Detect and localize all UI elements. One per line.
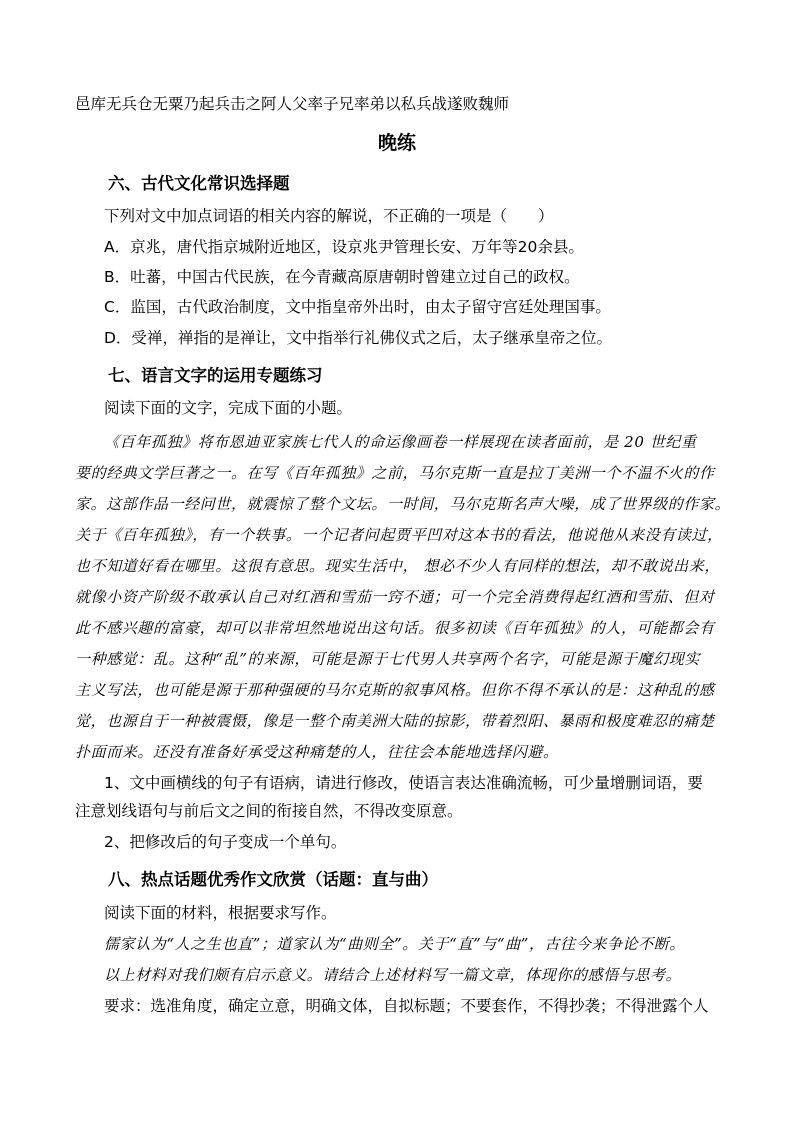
option-b: B．吐蕃，中国古代民族，在今青藏高原唐朝时曾建立过自己的政权。 xyxy=(104,268,580,286)
option-a: A．京兆，唐代指京城附近地区，设京兆尹管理长安、万年等20余县。 xyxy=(104,238,584,256)
option-d: D．受禅，禅指的是禅让，文中指举行礼佛仪式之后，太子继承皇帝之位。 xyxy=(104,329,612,347)
section-8-heading: 八、热点话题优秀作文欣赏（话题：直与曲） xyxy=(108,870,438,889)
passage-line: 要的经典文学巨著之一。在写《百年孤独》之前，马尔克斯一直是拉丁美洲一个不温不火的作 xyxy=(75,464,715,482)
passage-line: 扑面而来。还没有准备好承受这种痛楚的人，往往会本能地选择闪避。 xyxy=(75,743,559,761)
passage-line: 觉，也源自于一种被震慑，像是一整个南美洲大陆的掠影，带着烈阳、暴雨和极度难忍的痛楚 xyxy=(75,712,715,730)
passage-line: 就像小资产阶级不敢承认自己对红酒和雪茄一窍不通；可一个完全消费得起红酒和雪茄、但对 xyxy=(75,588,715,606)
question-stem: 下列对文中加点词语的相关内容的解说，不正确的一项是（ ） xyxy=(104,207,554,225)
passage-line: 《百年孤独》将布恩迪亚家族七代人的命运像画卷一样展现在读者面前，是 20 世纪重 xyxy=(104,433,697,451)
page-title: 晚练 xyxy=(377,132,416,154)
passage-line: 也不知道好看在哪里。这很有意思。现实生活中， 想必不少人有同样的想法，却不敢说出来， xyxy=(75,557,720,575)
passage-line: 此不感兴趣的富豪，却可以非常坦然地说出这句话。很多初读《百年孤独》的人，可能都会有 xyxy=(75,619,715,637)
passage-line: 一种感觉：乱。这种“乱”的来源，可能是源于七代男人共享两个名字，可能是源于魔幻现实 xyxy=(75,650,700,668)
material-line-2: 以上材料对我们颇有启示意义。请结合上述材料写一篇文章，体现你的感悟与思考。 xyxy=(104,966,682,984)
question-1-line-1: 1、文中画横线的句子有语病，请进行修改，使语言表达准确流畅，可少量增删词语，要 xyxy=(104,774,703,792)
option-c: C．监国，古代政治制度，文中指皇帝外出时，由太子留守宫廷处理国事。 xyxy=(104,298,611,316)
top-text-line: 邑库无兵仓无粟乃起兵击之阿人父率子兄率弟以私兵战遂败魏师 xyxy=(75,95,510,113)
section-6-heading: 六、古代文化常识选择题 xyxy=(108,174,290,193)
material-line-1: 儒家认为“人之生也直”；道家认为“曲则全”。关于“直”与“曲”，古往今来争论不断。 xyxy=(104,935,685,953)
requirement-line: 要求：选准角度，确定立意，明确文体，自拟标题；不要套作，不得抄袭；不得泄露个人 xyxy=(104,997,709,1015)
section-8-instruction: 阅读下面的材料，根据要求写作。 xyxy=(104,904,337,922)
passage-line: 家。这部作品一经问世，就震惊了整个文坛。一时间，马尔克斯名声大噪，成了世界级的作家。 xyxy=(75,495,731,513)
question-2: 2、把修改后的句子变成一个单句。 xyxy=(104,833,347,851)
question-1-line-2: 注意划线语句与前后文之间的衔接自然，不得改变原意。 xyxy=(75,802,463,820)
section-7-heading: 七、语言文字的运用专题练习 xyxy=(108,366,323,385)
section-7-instruction: 阅读下面的文字，完成下面的小题。 xyxy=(104,399,353,417)
passage-line: 主义写法，也可能是源于那种强硬的马尔克斯的叙事风格。但你不得不承认的是：这种乱的感 xyxy=(75,681,715,699)
passage-line: 关于《百年孤独》，有一个轶事。一个记者问起贾平凹对这本书的看法，他说他从来没有读过， xyxy=(75,526,723,544)
